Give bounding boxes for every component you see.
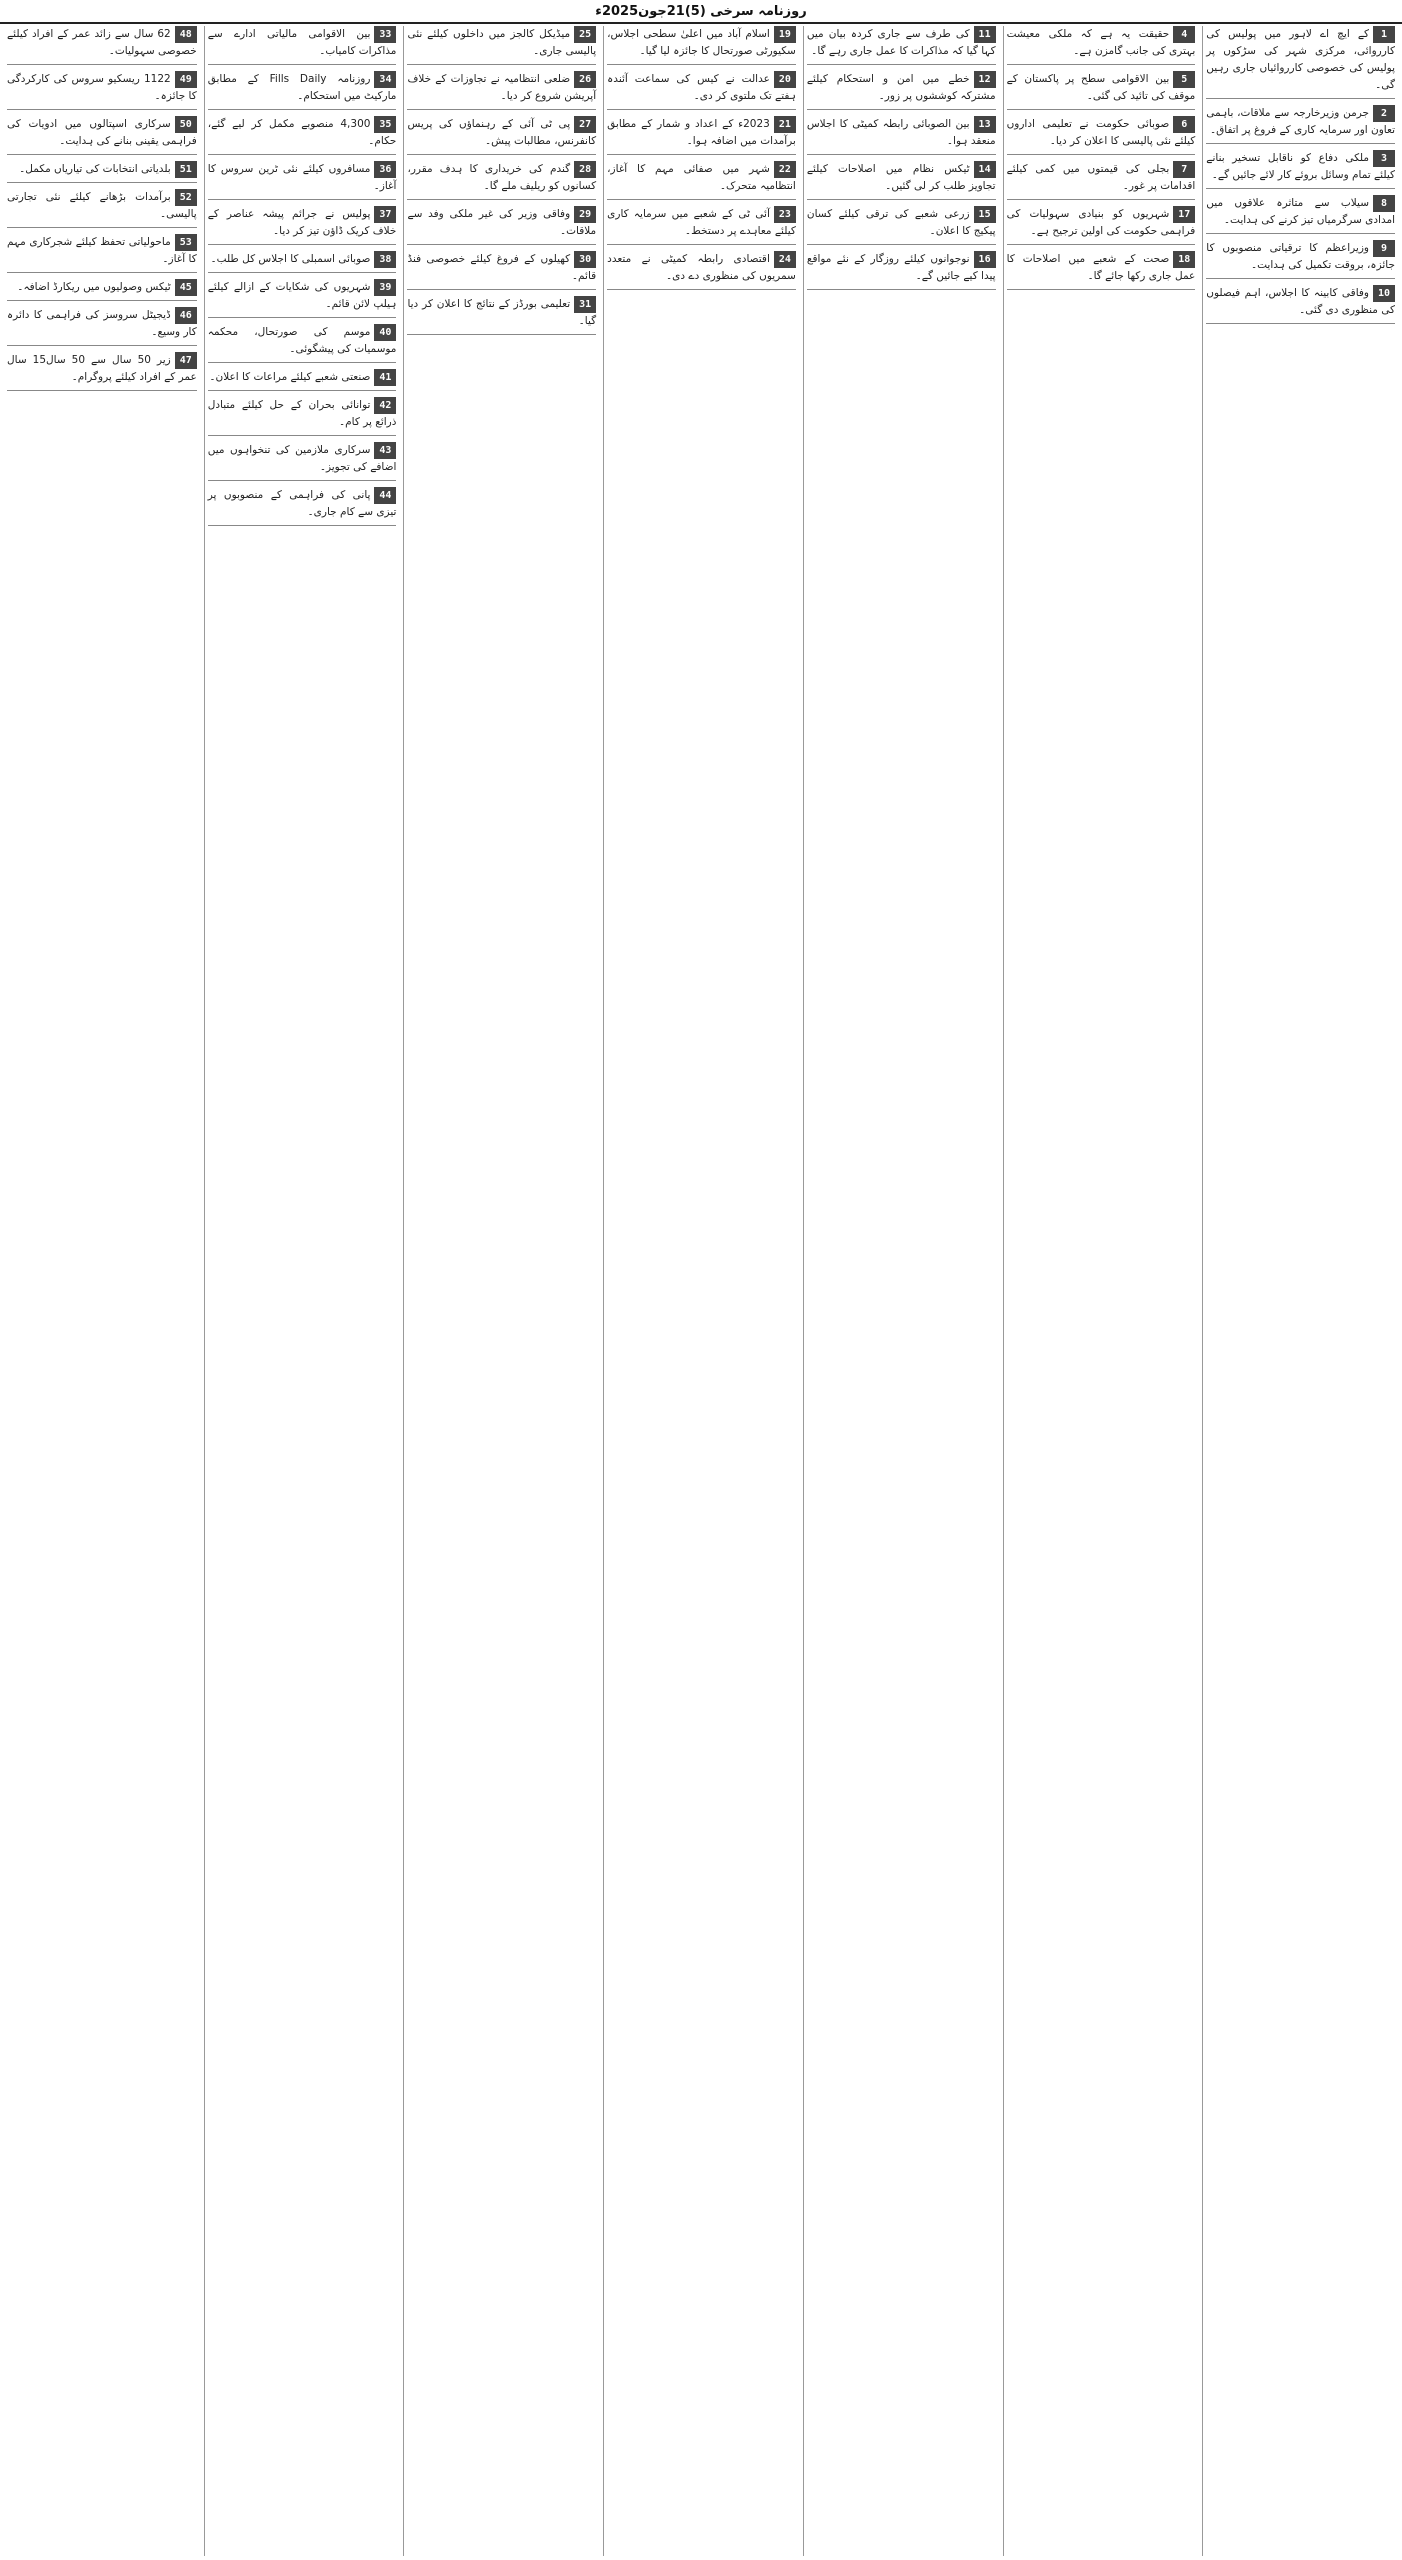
item-divider bbox=[1007, 109, 1196, 110]
item-number-badge: 1 bbox=[1373, 26, 1395, 43]
news-item bbox=[607, 251, 796, 290]
item-text: بلدیاتی انتخابات کی تیاریاں مکمل۔ bbox=[19, 163, 171, 175]
item-number-badge: 43 bbox=[374, 442, 396, 459]
item-number-badge: 49 bbox=[175, 71, 197, 88]
item-number-badge: 50 bbox=[175, 116, 197, 133]
item-number-badge: 10 bbox=[1373, 285, 1395, 302]
item-number-badge: 26 bbox=[574, 71, 596, 88]
news-item bbox=[7, 71, 197, 110]
news-item bbox=[208, 442, 397, 481]
item-text: میڈیکل کالجز میں داخلوں کیلئے نئی پالیسی جاری۔ bbox=[407, 28, 597, 57]
news-item bbox=[208, 251, 397, 273]
item-number-badge: 30 bbox=[574, 251, 596, 268]
news-item bbox=[1007, 161, 1196, 200]
item-number-badge: 40 bbox=[374, 324, 396, 341]
news-item bbox=[208, 206, 397, 245]
item-text: ٹیکس وصولیوں میں ریکارڈ اضافہ۔ bbox=[17, 281, 171, 293]
item-divider bbox=[208, 109, 397, 110]
item-number-badge: 12 bbox=[974, 71, 996, 88]
item-text: جرمن وزیرخارجہ سے ملاقات، باہمی تعاون اور سرمایہ کاری کے فروغ پر اتفاق۔ bbox=[1206, 107, 1395, 136]
news-item bbox=[807, 161, 996, 200]
item-number-badge: 14 bbox=[974, 161, 996, 178]
item-divider bbox=[607, 64, 796, 65]
item-number-badge: 28 bbox=[574, 161, 596, 178]
news-item bbox=[807, 206, 996, 245]
item-number-badge: 5 bbox=[1173, 71, 1195, 88]
news-column bbox=[4, 26, 200, 2556]
item-divider bbox=[807, 64, 996, 65]
news-item bbox=[607, 71, 796, 110]
news-item bbox=[1007, 116, 1196, 155]
item-divider bbox=[208, 199, 397, 200]
item-divider bbox=[407, 109, 596, 110]
news-item bbox=[407, 161, 596, 200]
item-text: بین الصوبائی رابطہ کمیٹی کا اجلاس منعقد ہوا۔ bbox=[806, 118, 996, 147]
item-number-badge: 21 bbox=[774, 116, 796, 133]
news-item bbox=[1007, 26, 1196, 65]
item-number-badge: 25 bbox=[574, 26, 596, 43]
item-text: وفاقی وزیر کی غیر ملکی وفد سے ملاقات۔ bbox=[407, 208, 597, 237]
item-divider bbox=[407, 64, 596, 65]
item-number-badge: 4 bbox=[1173, 26, 1195, 43]
item-divider bbox=[7, 272, 197, 273]
item-number-badge: 9 bbox=[1373, 240, 1395, 257]
item-text: ماحولیاتی تحفظ کیلئے شجرکاری مہم کا آغاز۔ bbox=[7, 236, 197, 265]
item-text: ڈیجیٹل سروسز کی فراہمی کا دائرہ کار وسیع۔ bbox=[7, 309, 197, 338]
item-divider bbox=[208, 390, 397, 391]
item-divider bbox=[7, 64, 197, 65]
item-number-badge: 47 bbox=[175, 352, 197, 369]
item-number-badge: 31 bbox=[574, 296, 596, 313]
news-item bbox=[807, 71, 996, 110]
item-number-badge: 8 bbox=[1373, 195, 1395, 212]
news-item bbox=[7, 161, 197, 183]
item-divider bbox=[807, 109, 996, 110]
item-text: ٹیکس نظام میں اصلاحات کیلئے تجاویز طلب کر لی گئیں۔ bbox=[806, 163, 996, 192]
masthead-title: روزنامہ سرخی (5)21جون2025ء bbox=[595, 3, 807, 19]
item-divider bbox=[208, 154, 397, 155]
item-text: موسم کی صورتحال، محکمہ موسمیات کی پیشگوئی۔ bbox=[207, 326, 397, 355]
item-number-badge: 16 bbox=[974, 251, 996, 268]
item-text: سرکاری اسپتالوں میں ادویات کی فراہمی یقینی بنانے کی ہدایت۔ bbox=[7, 118, 197, 147]
item-text: گندم کی خریداری کا ہدف مقرر، کسانوں کو ریلیف ملے گا۔ bbox=[407, 163, 597, 192]
item-divider bbox=[208, 272, 397, 273]
item-divider bbox=[1206, 143, 1395, 144]
item-text: کے ایچ اے لاہور میں پولیس کی کارروائی، مرکزی شہر کی سڑکوں پر پولیس کی خصوصی کارروائیاں جاری رہیں گی۔ bbox=[1206, 28, 1395, 91]
news-item bbox=[807, 26, 996, 65]
item-divider bbox=[1206, 323, 1395, 324]
item-text: کھیلوں کے فروغ کیلئے خصوصی فنڈ قائم۔ bbox=[407, 253, 597, 282]
item-divider bbox=[208, 244, 397, 245]
item-divider bbox=[7, 227, 197, 228]
item-number-badge: 52 bbox=[175, 189, 197, 206]
item-text: ضلعی انتظامیہ نے تجاوزات کے خلاف آپریشن شروع کر دیا۔ bbox=[407, 73, 597, 102]
item-text: شہریوں کو بنیادی سہولیات کی فراہمی حکومت کی اولین ترجیح ہے۔ bbox=[1006, 208, 1196, 237]
item-number-badge: 11 bbox=[974, 26, 996, 43]
item-number-badge: 22 bbox=[774, 161, 796, 178]
item-text: زیر 50 سال سے 50 سال15 سال عمر کے افراد کیلئے پروگرام۔ bbox=[7, 354, 197, 383]
news-columns bbox=[4, 26, 1398, 2556]
item-divider bbox=[208, 525, 397, 526]
news-item bbox=[1206, 105, 1395, 144]
item-text: خطے میں امن و استحکام کیلئے مشترکہ کوششوں پر زور۔ bbox=[806, 73, 996, 102]
news-item bbox=[7, 116, 197, 155]
item-divider bbox=[7, 390, 197, 391]
item-divider bbox=[1007, 289, 1196, 290]
item-number-badge: 24 bbox=[774, 251, 796, 268]
item-divider bbox=[1007, 199, 1196, 200]
item-number-badge: 3 bbox=[1373, 150, 1395, 167]
news-item bbox=[607, 161, 796, 200]
item-divider bbox=[7, 154, 197, 155]
item-text: 4,300 منصوبے مکمل کر لیے گئے، حکام۔ bbox=[207, 118, 397, 147]
item-divider bbox=[407, 244, 596, 245]
item-text: اقتصادی رابطہ کمیٹی نے متعدد سمریوں کی منظوری دے دی۔ bbox=[607, 253, 796, 282]
item-divider bbox=[1007, 64, 1196, 65]
item-number-badge: 23 bbox=[774, 206, 796, 223]
news-item bbox=[1206, 285, 1395, 324]
item-divider bbox=[1206, 233, 1395, 234]
item-divider bbox=[208, 64, 397, 65]
item-divider bbox=[807, 289, 996, 290]
item-divider bbox=[807, 199, 996, 200]
news-item bbox=[7, 189, 197, 228]
item-divider bbox=[1007, 154, 1196, 155]
news-column bbox=[603, 26, 799, 2556]
item-text: بین الاقوامی سطح پر پاکستان کے موقف کی تائید کی گئی۔ bbox=[1006, 73, 1196, 102]
item-text: صوبائی حکومت نے تعلیمی اداروں کیلئے نئی پالیسی کا اعلان کر دیا۔ bbox=[1006, 118, 1196, 147]
item-text: بجلی کی قیمتوں میں کمی کیلئے اقدامات پر غور۔ bbox=[1006, 163, 1196, 192]
news-column bbox=[204, 26, 400, 2556]
item-divider bbox=[208, 317, 397, 318]
item-divider bbox=[7, 300, 197, 301]
news-item bbox=[1007, 71, 1196, 110]
item-text: برآمدات بڑھانے کیلئے نئی تجارتی پالیسی۔ bbox=[7, 191, 197, 220]
news-item bbox=[208, 324, 397, 363]
news-item bbox=[208, 397, 397, 436]
news-item bbox=[807, 116, 996, 155]
item-number-badge: 2 bbox=[1373, 105, 1395, 122]
news-item bbox=[1206, 26, 1395, 99]
item-text: شہریوں کی شکایات کے ازالے کیلئے ہیلپ لائن قائم۔ bbox=[207, 281, 397, 310]
news-item bbox=[407, 206, 596, 245]
item-divider bbox=[7, 182, 197, 183]
item-text: وفاقی کابینہ کا اجلاس، اہم فیصلوں کی منظوری دی گئی۔ bbox=[1206, 287, 1395, 316]
item-divider bbox=[607, 199, 796, 200]
item-divider bbox=[807, 154, 996, 155]
item-text: نوجوانوں کیلئے روزگار کے نئے مواقع پیدا کیے جائیں گے۔ bbox=[806, 253, 996, 282]
news-item bbox=[407, 71, 596, 110]
news-column bbox=[1202, 26, 1398, 2556]
item-divider bbox=[208, 480, 397, 481]
news-item bbox=[607, 206, 796, 245]
item-number-badge: 35 bbox=[374, 116, 396, 133]
news-item bbox=[208, 116, 397, 155]
news-item bbox=[208, 71, 397, 110]
item-text: حقیقت یہ ہے کہ ملکی معیشت بہتری کی جانب گامزن ہے۔ bbox=[1006, 28, 1196, 57]
news-item bbox=[1007, 251, 1196, 290]
news-column bbox=[1003, 26, 1199, 2556]
item-number-badge: 33 bbox=[374, 26, 396, 43]
item-text: توانائی بحران کے حل کیلئے متبادل ذرائع پر کام۔ bbox=[207, 399, 397, 428]
item-divider bbox=[1206, 278, 1395, 279]
item-divider bbox=[607, 244, 796, 245]
item-divider bbox=[607, 109, 796, 110]
item-text: پی ٹی آئی کے رہنماؤں کی پریس کانفرنس، مطالبات پیش۔ bbox=[407, 118, 597, 147]
news-item bbox=[407, 296, 596, 335]
news-item bbox=[208, 487, 397, 526]
item-number-badge: 15 bbox=[974, 206, 996, 223]
item-number-badge: 45 bbox=[175, 279, 197, 296]
news-column bbox=[803, 26, 999, 2556]
item-text: صحت کے شعبے میں اصلاحات کا عمل جاری رکھا جائے گا۔ bbox=[1006, 253, 1196, 282]
item-text: پولیس نے جرائم پیشہ عناصر کے خلاف کریک ڈاؤن تیز کر دیا۔ bbox=[207, 208, 397, 237]
news-item bbox=[208, 279, 397, 318]
item-number-badge: 42 bbox=[374, 397, 396, 414]
item-divider bbox=[208, 435, 397, 436]
item-divider bbox=[7, 109, 197, 110]
news-column bbox=[403, 26, 599, 2556]
item-number-badge: 51 bbox=[175, 161, 197, 178]
item-text: شہر میں صفائی مہم کا آغاز، انتظامیہ متحرک۔ bbox=[607, 163, 796, 192]
item-divider bbox=[607, 289, 796, 290]
news-item bbox=[7, 26, 197, 65]
item-text: 2023ء کے اعداد و شمار کے مطابق برآمدات میں اضافہ ہوا۔ bbox=[607, 118, 796, 147]
item-number-badge: 20 bbox=[774, 71, 796, 88]
item-number-badge: 17 bbox=[1173, 206, 1195, 223]
item-text: 62 سال سے زائد عمر کے افراد کیلئے خصوصی سہولیات۔ bbox=[7, 28, 197, 57]
news-item bbox=[7, 307, 197, 346]
item-divider bbox=[407, 289, 596, 290]
item-divider bbox=[1206, 98, 1395, 99]
item-text: اسلام آباد میں اعلیٰ سطحی اجلاس، سکیورٹی صورتحال کا جائزہ لیا گیا۔ bbox=[607, 28, 796, 57]
item-text: کی طرف سے جاری کردہ بیان میں کہا گیا کہ مذاکرات کا عمل جاری رہے گا۔ bbox=[806, 28, 996, 57]
news-item bbox=[407, 251, 596, 290]
news-item bbox=[1206, 240, 1395, 279]
news-item bbox=[208, 369, 397, 391]
item-divider bbox=[1007, 244, 1196, 245]
item-number-badge: 7 bbox=[1173, 161, 1195, 178]
item-number-badge: 53 bbox=[175, 234, 197, 251]
news-item bbox=[7, 234, 197, 273]
news-item bbox=[407, 116, 596, 155]
item-text: ملکی دفاع کو ناقابل تسخیر بنانے کیلئے تمام وسائل بروئے کار لائے جائیں گے۔ bbox=[1206, 152, 1395, 181]
item-text: سرکاری ملازمین کی تنخواہوں میں اضافے کی تجویز۔ bbox=[207, 444, 397, 473]
item-text: صنعتی شعبے کیلئے مراعات کا اعلان۔ bbox=[209, 371, 371, 383]
item-divider bbox=[407, 154, 596, 155]
news-item bbox=[7, 352, 197, 391]
masthead bbox=[0, 0, 1402, 24]
item-text: مسافروں کیلئے نئی ٹرین سروس کا آغاز۔ bbox=[207, 163, 397, 192]
item-text: وزیراعظم کا ترقیاتی منصوبوں کا جائزہ، بروقت تکمیل کی ہدایت۔ bbox=[1206, 242, 1395, 271]
item-divider bbox=[407, 199, 596, 200]
item-number-badge: 46 bbox=[175, 307, 197, 324]
item-number-badge: 37 bbox=[374, 206, 396, 223]
item-number-badge: 36 bbox=[374, 161, 396, 178]
item-text: روزنامہ Fills Daily کے مطابق مارکیٹ میں استحکام۔ bbox=[207, 73, 397, 102]
item-number-badge: 41 bbox=[374, 369, 396, 386]
news-item bbox=[807, 251, 996, 290]
news-item bbox=[208, 26, 397, 65]
news-item bbox=[7, 279, 197, 301]
item-text: صوبائی اسمبلی کا اجلاس کل طلب۔ bbox=[210, 253, 371, 265]
news-item bbox=[607, 116, 796, 155]
item-number-badge: 29 bbox=[574, 206, 596, 223]
news-item bbox=[1206, 195, 1395, 234]
item-number-badge: 44 bbox=[374, 487, 396, 504]
news-item bbox=[407, 26, 596, 65]
item-text: بین الاقوامی مالیاتی ادارے سے مذاکرات کامیاب۔ bbox=[207, 28, 397, 57]
item-text: سیلاب سے متاثرہ علاقوں میں امدادی سرگرمیاں تیز کرنے کی ہدایت۔ bbox=[1206, 197, 1395, 226]
item-number-badge: 6 bbox=[1173, 116, 1195, 133]
item-divider bbox=[407, 334, 596, 335]
item-number-badge: 34 bbox=[374, 71, 396, 88]
item-number-badge: 48 bbox=[175, 26, 197, 43]
item-text: تعلیمی بورڈز کے نتائج کا اعلان کر دیا گیا۔ bbox=[407, 298, 597, 327]
item-divider bbox=[1206, 188, 1395, 189]
news-item bbox=[208, 161, 397, 200]
item-number-badge: 19 bbox=[774, 26, 796, 43]
item-number-badge: 27 bbox=[574, 116, 596, 133]
item-divider bbox=[208, 362, 397, 363]
item-text: 1122 ریسکیو سروس کی کارکردگی کا جائزہ۔ bbox=[7, 73, 197, 102]
item-text: آئی ٹی کے شعبے میں سرمایہ کاری کیلئے معاہدے پر دستخط۔ bbox=[607, 208, 796, 237]
item-number-badge: 39 bbox=[374, 279, 396, 296]
item-number-badge: 38 bbox=[374, 251, 396, 268]
item-number-badge: 13 bbox=[974, 116, 996, 133]
news-item bbox=[1007, 206, 1196, 245]
item-text: زرعی شعبے کی ترقی کیلئے کسان پیکیج کا اعلان۔ bbox=[806, 208, 996, 237]
item-divider bbox=[607, 154, 796, 155]
item-text: پانی کی فراہمی کے منصوبوں پر تیزی سے کام جاری۔ bbox=[207, 489, 397, 518]
news-item bbox=[1206, 150, 1395, 189]
item-divider bbox=[7, 345, 197, 346]
item-divider bbox=[807, 244, 996, 245]
item-text: عدالت نے کیس کی سماعت آئندہ ہفتے تک ملتوی کر دی۔ bbox=[607, 73, 796, 102]
item-number-badge: 18 bbox=[1173, 251, 1195, 268]
news-item bbox=[607, 26, 796, 65]
